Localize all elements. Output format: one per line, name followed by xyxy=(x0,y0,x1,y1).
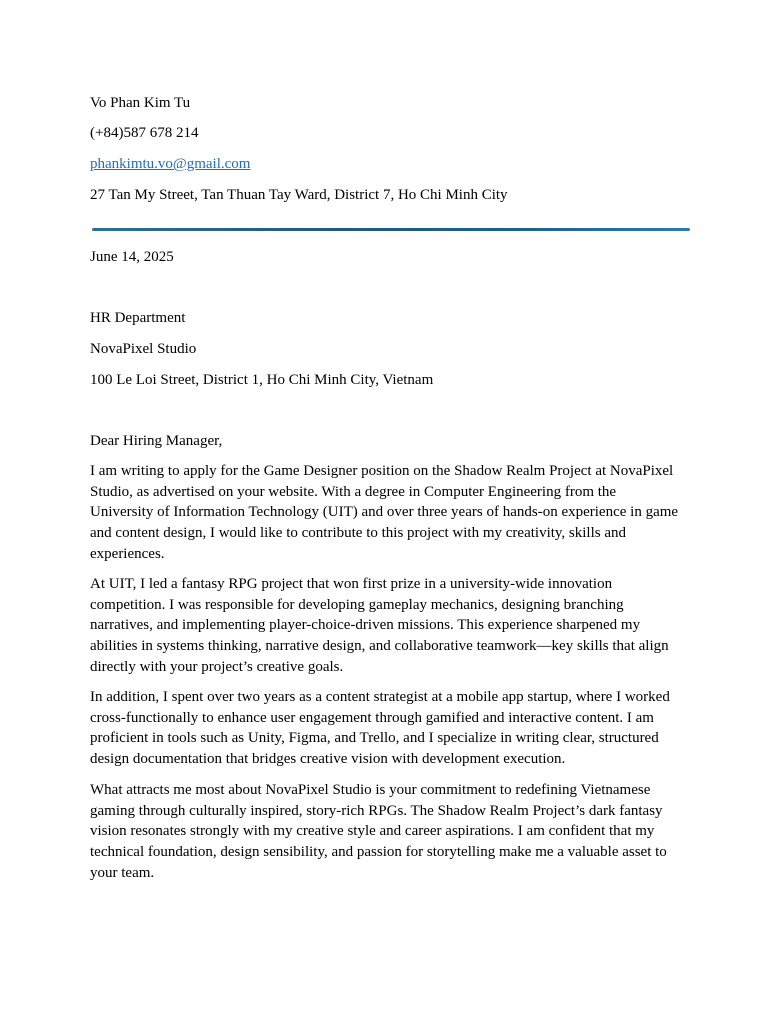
sender-name: Vo Phan Kim Tu xyxy=(90,95,191,111)
body-paragraph-3: In addition, I spent over two years as a content strategist at a mobile app startup, where I worked cross-functionally to enhance user engagement through gamified and interactive content. I am proficient in tools such as Unity, Figma, and Trello, and I specialize in writing clear, structured design documentation that bridges creative vision with development execution. xyxy=(90,689,670,768)
salutation: Dear Hiring Manager, xyxy=(90,433,223,449)
letter-date: June 14, 2025 xyxy=(90,249,174,265)
body-paragraph-1: I am writing to apply for the Game Designer position on the Shadow Realm Project at NovaPixel Studio, as advertised on your website. With a degree in Computer Engineering from the University of Information Technology (UIT) and over three years of hands-on experience in game and content design, I would like to contribute to this project with my creativity, skills and experiences. xyxy=(90,463,679,562)
header-divider xyxy=(92,228,690,231)
sender-address: 27 Tan My Street, Tan Thuan Tay Ward, District 7, Ho Chi Minh City xyxy=(90,187,508,203)
body-paragraph-2: At UIT, I led a fantasy RPG project that won first prize in a university-wide innovation competition. I was responsible for developing gameplay mechanics, designing branching narratives, and implementing player-choice-driven missions. This experience sharpened my abilities in systems thinking, narrative design, and collaborative teamwork—key skills that align directly with your project’s creative goals. xyxy=(90,576,669,675)
recipient-company: NovaPixel Studio xyxy=(90,341,197,357)
sender-email-link[interactable]: phankimtu.vo@gmail.com xyxy=(90,156,251,172)
recipient-address: 100 Le Loi Street, District 1, Ho Chi Minh City, Vietnam xyxy=(90,372,434,388)
recipient-department: HR Department xyxy=(90,310,186,326)
body-paragraph-4: What attracts me most about NovaPixel Studio is your commitment to redefining Vietnamese gaming through culturally inspired, story-rich RPGs. The Shadow Realm Project’s dark fantasy vision resonates strongly with my creative style and career aspirations. I am confident that my technical foundation, design sensibility, and passion for storytelling make me a valuable asset to your team. xyxy=(90,782,667,881)
sender-phone: (+84)587 678 214 xyxy=(90,125,199,141)
